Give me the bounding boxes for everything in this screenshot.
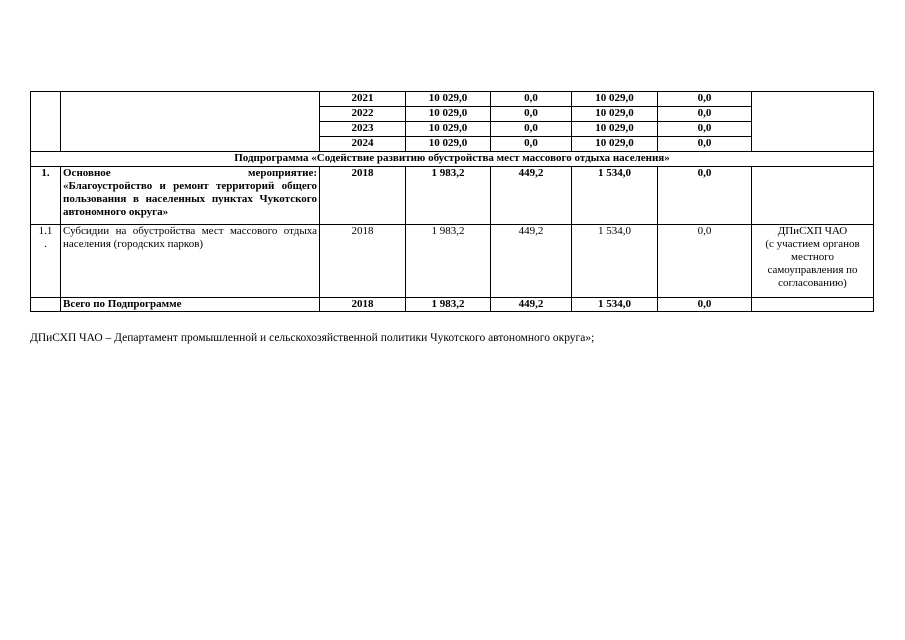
total-cell: 10 029,0	[406, 122, 491, 137]
value-cell: 10 029,0	[572, 122, 658, 137]
table-row	[31, 92, 874, 107]
total-cell: 1 983,2	[406, 225, 491, 298]
table-row	[31, 225, 874, 298]
value-cell: 0,0	[658, 298, 752, 312]
value-cell: 449,2	[491, 298, 572, 312]
total-label: Всего по Подпрограмме	[61, 298, 320, 312]
executor-cell	[752, 298, 874, 312]
value-cell: 0,0	[658, 167, 752, 225]
footnote: ДПиСХП ЧАО – Департамент промышленной и сельскохозяйственной политики Чукотского автономного округа»;	[30, 332, 595, 344]
value-cell: 0,0	[658, 122, 752, 137]
total-row	[31, 298, 874, 312]
year-cell: 2023	[320, 122, 406, 137]
item-label: Субсидии на обустройства мест массового отдыха населения (городских парков)	[61, 225, 320, 298]
value-cell: 0,0	[491, 107, 572, 122]
value-cell: 449,2	[491, 225, 572, 298]
year-cell: 2022	[320, 107, 406, 122]
main-activity-first-line: Основное мероприятие:	[63, 167, 317, 179]
value-cell: 449,2	[491, 167, 572, 225]
subprogram-heading-row	[31, 152, 874, 167]
total-cell: 10 029,0	[406, 92, 491, 107]
value-cell: 0,0	[491, 137, 572, 152]
subprogram-title: Подпрограмма «Содействие развитию обустройства мест массового отдыха населения»	[31, 152, 874, 167]
value-cell: 0,0	[658, 107, 752, 122]
year-cell: 2018	[320, 298, 406, 312]
name-cell	[61, 92, 320, 152]
total-cell: 1 983,2	[406, 167, 491, 225]
value-cell: 0,0	[658, 92, 752, 107]
main-activity-text: «Благоустройство и ремонт территорий общего пользования в населенных пунктах Чукотского автономного округа»	[63, 180, 317, 218]
value-cell: 10 029,0	[572, 137, 658, 152]
main-activity-label	[61, 167, 320, 225]
value-cell: 0,0	[491, 92, 572, 107]
table-row	[31, 167, 874, 225]
year-cell: 2018	[320, 167, 406, 225]
value-cell: 0,0	[491, 122, 572, 137]
total-cell: 10 029,0	[406, 107, 491, 122]
number-cell	[31, 298, 61, 312]
value-cell: 1 534,0	[572, 298, 658, 312]
value-cell: 1 534,0	[572, 225, 658, 298]
number-cell: 1.1 .	[31, 225, 61, 298]
value-cell: 0,0	[658, 225, 752, 298]
total-cell: 1 983,2	[406, 298, 491, 312]
year-cell: 2021	[320, 92, 406, 107]
number-cell	[31, 92, 61, 152]
executor-cell: ДПиСХП ЧАО (с участием органов местного самоуправления по согласованию)	[752, 225, 874, 298]
executor-cell	[752, 167, 874, 225]
value-cell: 10 029,0	[572, 92, 658, 107]
executor-cell	[752, 92, 874, 152]
number-cell: 1.	[31, 167, 61, 225]
total-cell: 10 029,0	[406, 137, 491, 152]
year-cell: 2024	[320, 137, 406, 152]
value-cell: 10 029,0	[572, 107, 658, 122]
budget-table	[30, 91, 874, 312]
year-cell: 2018	[320, 225, 406, 298]
value-cell: 1 534,0	[572, 167, 658, 225]
value-cell: 0,0	[658, 137, 752, 152]
